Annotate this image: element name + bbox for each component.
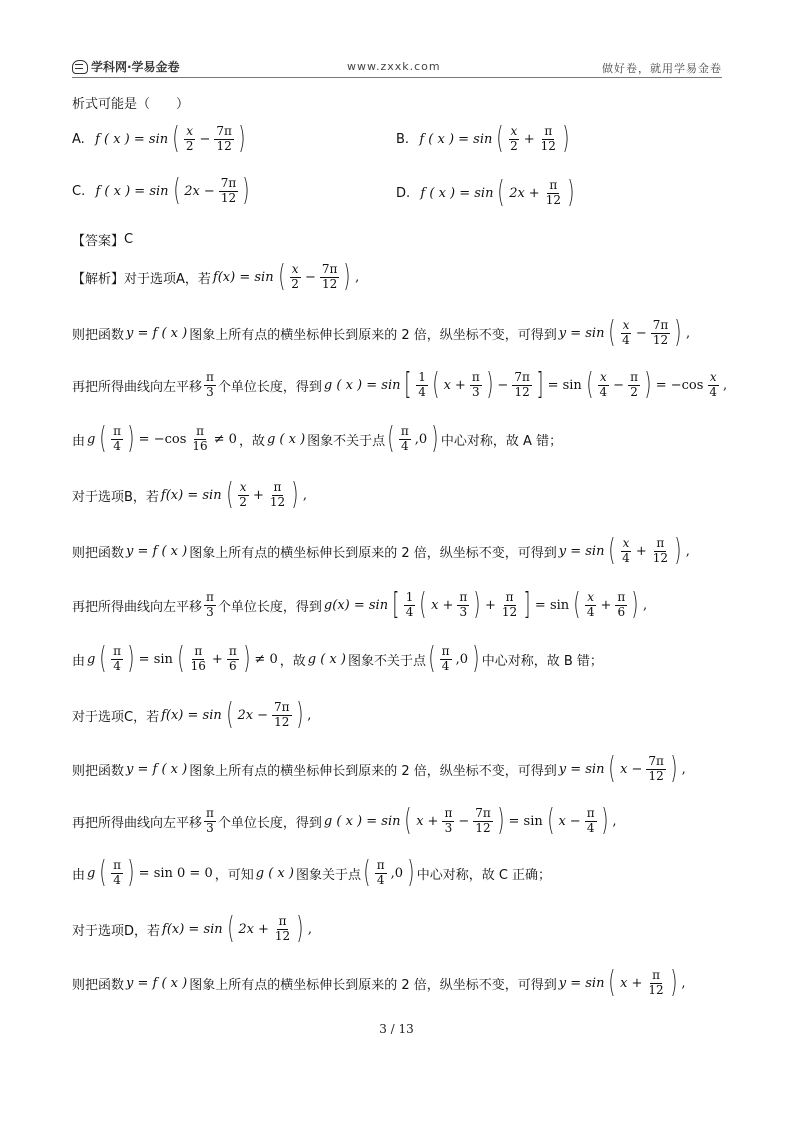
analysis-text: 则把函数 — [72, 977, 125, 993]
header-url: www.zxxk.com — [347, 60, 441, 73]
logo-icon — [72, 60, 88, 74]
analysis-text: 对于选项C，若 — [72, 709, 160, 725]
option-b-lhs: f ( x ) = sin — [419, 131, 493, 147]
frac — [214, 125, 234, 154]
analysis-text: 由 — [72, 433, 86, 449]
formula: f(x) = sin — [212, 269, 274, 285]
analysis-text: 中心对称，故 B 错； — [481, 653, 603, 669]
frac — [508, 125, 520, 154]
analysis-d-intro: 对于选项D，若 f(x) = sin ( 2x + $\frac{\pi}{12}$ ) , — [72, 911, 313, 946]
operator: − — [203, 183, 215, 199]
analysis-text: 再把所得曲线向左平移 — [72, 599, 203, 615]
frac-num: x — [186, 123, 194, 138]
analysis-text: 个单位长度，得到 — [217, 815, 322, 831]
analysis-text: 对于选项D，若 — [72, 923, 161, 939]
option-c-label: C. — [72, 183, 86, 199]
analysis-text: 对于选项A，若 — [124, 271, 211, 287]
paren-open: ( — [172, 121, 180, 156]
analysis-c-stretch: 则把函数 y = f ( x ) 图象上所有点的横坐标伸长到原来的 2 倍，纵坐标不变，可得到 y = sin ( x − $\frac{7\pi}{12}$ ) , — [72, 751, 686, 786]
option-c-lhs: f ( x ) = sin — [95, 183, 169, 199]
page-header — [72, 58, 722, 78]
frac: $\frac{x}{2}$ — [291, 261, 299, 291]
analysis-b-stretch: 则把函数 y = f ( x ) 图象上所有点的横坐标伸长到原来的 2 倍，纵坐标不变，可得到 y = sin ( $\frac{x}{4}$ + $\frac{\pi}{12}$ ) , — [72, 533, 690, 568]
analysis-c-intro: 对于选项C，若 f(x) = sin ( 2x − $\frac{7\pi}{12}$ ) , — [72, 697, 312, 732]
analysis-a-eval: 由 g ( $\frac{\pi}{4}$ ) = −cos $\frac{\pi}{16}$ ≠ 0 ，故 g ( x ) 图象不关于点 ( $\frac{\pi}{4}$ ,0 ) 中心对称，故 A 错； — [72, 421, 563, 456]
analysis-tag: 【解析】 — [72, 271, 125, 287]
analysis-c-eval: 由 g ( $\frac{\pi}{4}$ ) = sin 0 = 0 ，可知 g ( x ) 图象关于点 ( $\frac{\pi}{4}$ ,0 ) 中心对称，故 C 正确； — [72, 855, 552, 890]
formula: y = sin — [558, 325, 605, 341]
option-b — [396, 121, 572, 156]
header-slogan: 做好卷，就用学易金卷 — [602, 62, 722, 75]
paren-close: ) — [238, 121, 246, 156]
frac — [219, 177, 239, 206]
paren-close: ) — [343, 259, 351, 294]
analysis-c-shift: 再把所得曲线向左平移 $\frac{\pi}{3}$ 个单位长度，得到 g ( x ) = sin ( x + $\frac{\pi}{3}$ − $\frac{7\pi}{12}$ ) = sin ( x − $\frac{\pi}{4}$ ) , — [72, 803, 617, 838]
frac-num: 7π — [216, 123, 232, 138]
frac-den: 12 — [220, 190, 237, 205]
paren-close: ) — [562, 121, 570, 156]
frac-den: 2 — [510, 138, 518, 153]
analysis-text: 由 — [72, 867, 86, 883]
paren-open: ( — [172, 173, 180, 208]
analysis-text: 图象上所有点的横坐标伸长到原来的 2 倍，纵坐标不变，可得到 — [189, 327, 557, 343]
option-d — [396, 175, 577, 210]
option-c — [72, 173, 252, 208]
frac-num: π — [544, 123, 553, 138]
analysis-text: 由 — [72, 653, 86, 669]
frac-num: π — [549, 177, 558, 192]
frac-den: 2 — [185, 138, 194, 153]
header-divider — [72, 77, 722, 78]
paren-open: ( — [496, 121, 504, 156]
operator: + — [523, 131, 535, 147]
paren-close: ) — [567, 175, 575, 210]
frac: $\frac{7\pi}{12}$ — [321, 261, 338, 291]
operator: + — [528, 185, 540, 201]
analysis-a-stretch: 则把函数 y = f ( x ) 图象上所有点的横坐标伸长到原来的 2 倍，纵坐标不变，可得到 y = sin ( $\frac{x}{4}$ − $\frac{7\pi}{12}$ ) , — [72, 315, 691, 350]
analysis-text: 图象上所有点的横坐标伸长到原来的 2 倍，纵坐标不变，可得到 — [189, 977, 557, 993]
analysis-text: ，可知 — [214, 867, 254, 883]
analysis-text: 图象关于点 — [295, 867, 361, 883]
paren-open: ( — [497, 175, 505, 210]
analysis-text: 图象不关于点 — [307, 433, 386, 449]
frac — [544, 179, 563, 208]
analysis-text: 再把所得曲线向左平移 — [72, 379, 203, 395]
analysis-a-intro: 【解析】 对于选项A，若 f(x) = sin ( $\frac{x}{2}$ − $\frac{7\pi}{12}$ ) , — [72, 259, 360, 294]
analysis-text: 再把所得曲线向左平移 — [72, 815, 203, 831]
option-a-lhs: f ( x ) = sin — [95, 131, 169, 147]
option-a — [72, 121, 248, 156]
frac-num: x — [510, 123, 518, 138]
inner-term: 2x — [184, 183, 200, 199]
analysis-text: 则把函数 — [72, 763, 125, 779]
option-b-label: B. — [396, 131, 410, 147]
paren-open: ( — [277, 259, 285, 294]
analysis-b-eval: 由 g ( $\frac{\pi}{4}$ ) = sin ( $\frac{\pi}{16}$ + $\frac{\pi}{6}$ ) ≠ 0 ，故 g ( x ) 图象不关于点 ( $\frac{\pi}{4}$ ,0 ) 中心对称，故 B 错； — [72, 641, 603, 676]
analysis-text: 个单位长度，得到 — [217, 599, 322, 615]
analysis-b-shift: 再把所得曲线向左平移 $\frac{\pi}{3}$ 个单位长度，得到 g(x) = sin [ $\frac{1}{4}$ ( x + $\frac{\pi}{3}$ ) + $\frac{\pi}{12}$ ] = sin ( $\frac{x}{4}$ + $\frac{\pi}{6}$ ) , — [72, 587, 648, 622]
formula: g ( x ) = sin — [323, 377, 401, 393]
analysis-text: 个单位长度，得到 — [217, 379, 322, 395]
analysis-text: 则把函数 — [72, 545, 125, 561]
answer-value: C — [124, 232, 134, 247]
analysis-text: 对于选项B，若 — [72, 489, 159, 505]
analysis-text: 图象不关于点 — [347, 653, 426, 669]
analysis-d-stretch: 则把函数 y = f ( x ) 图象上所有点的横坐标伸长到原来的 2 倍，纵坐标不变，可得到 y = sin ( x + $\frac{\pi}{12}$ ) , — [72, 965, 686, 1000]
site-logo — [72, 58, 180, 75]
analysis-text: 则把函数 — [72, 327, 125, 343]
answer-line — [72, 230, 133, 249]
formula: y = f ( x ) — [126, 325, 188, 341]
page-number: 3 / 13 — [379, 1022, 414, 1036]
analysis-text: 图象上所有点的横坐标伸长到原来的 2 倍，纵坐标不变，可得到 — [189, 545, 557, 561]
frac-den: 12 — [540, 138, 556, 153]
question-tail: 析式可能是（ ） — [72, 97, 190, 112]
analysis-text: ，故 — [279, 653, 306, 669]
analysis-a-shift: 再把所得曲线向左平移 $\frac{\pi}{3}$ 个单位长度，得到 g ( x ) = sin [ $\frac{1}{4}$ ( x + $\frac{\pi}{3}$ ) − $\frac{7\pi}{12}$ ] = sin ( $\frac{x}{4}$ − $\frac{\pi}{2}$ ) = −cos $\frac{x}{4}$ , — [72, 367, 728, 402]
option-d-label: D. — [396, 185, 411, 201]
frac-den: 12 — [545, 192, 561, 207]
option-a-label: A. — [72, 131, 85, 147]
option-d-lhs: f ( x ) = sin — [420, 185, 494, 201]
analysis-text: 图象上所有点的横坐标伸长到原来的 2 倍，纵坐标不变，可得到 — [189, 763, 557, 779]
logo-text: 学科网·学易金卷 — [91, 60, 180, 74]
frac-num: 7π — [220, 175, 237, 190]
frac-den: 12 — [216, 138, 232, 153]
analysis-b-intro: 对于选项B，若 f(x) = sin ( $\frac{x}{2}$ + $\frac{\pi}{12}$ ) , — [72, 477, 307, 512]
analysis-text: ，故 — [238, 433, 265, 449]
frac — [539, 125, 558, 154]
paren-close: ) — [242, 173, 250, 208]
analysis-text: 中心对称，故 C 正确； — [416, 867, 552, 883]
inner-term: 2x — [509, 185, 525, 201]
answer-tag: 【答案】 — [72, 234, 125, 249]
analysis-text: 中心对称，故 A 错； — [440, 433, 563, 449]
frac — [184, 125, 196, 154]
operator: − — [199, 131, 211, 147]
